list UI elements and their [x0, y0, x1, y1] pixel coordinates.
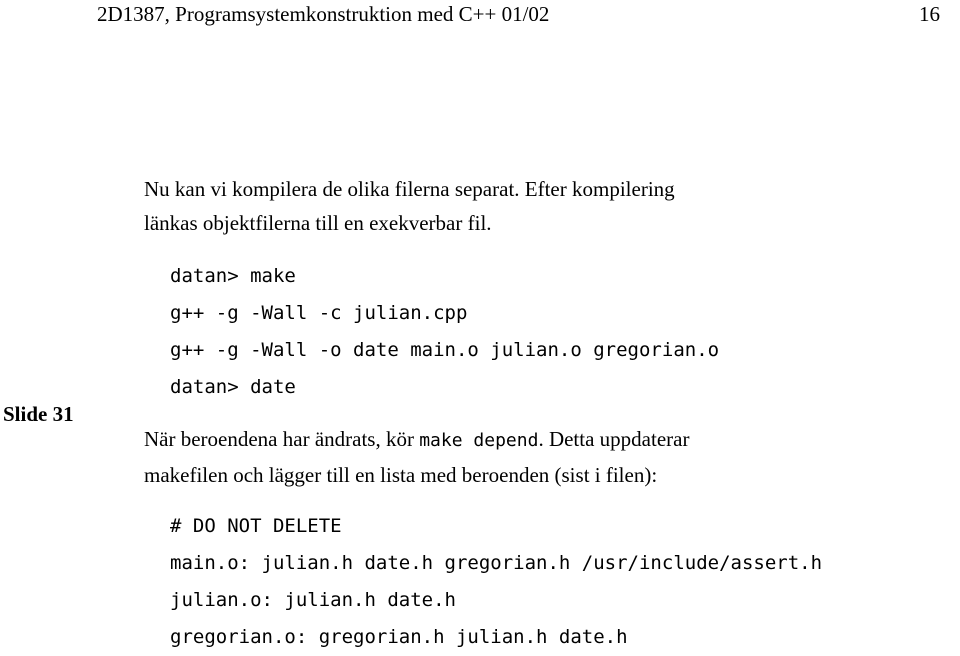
paragraph-text: . Detta uppdaterar [538, 427, 690, 451]
code-line: julian.o: julian.h date.h [170, 589, 456, 611]
code-line: gregorian.o: gregorian.h julian.h date.h [170, 626, 628, 648]
code-block-make [170, 258, 719, 406]
code-line: datan> date [170, 376, 296, 398]
paragraph-depend [144, 422, 689, 492]
course-title: 2D1387, Programsystemkonstruktion med C++ 01/02 [97, 2, 550, 26]
code-line: # DO NOT DELETE [170, 515, 342, 537]
page-number: 16 [919, 2, 940, 26]
paragraph-line: länkas objektfilerna till en exekverbar fil. [144, 211, 492, 235]
paragraph-line: makefilen och lägger till en lista med beroenden (sist i filen): [144, 463, 658, 487]
code-line: main.o: julian.h date.h gregorian.h /usr/include/assert.h [170, 552, 823, 574]
inline-code: make depend [419, 430, 539, 451]
code-line: datan> make [170, 265, 296, 287]
code-line: g++ -g -Wall -o date main.o julian.o gregorian.o [170, 339, 720, 361]
slide-label: Slide 31 [3, 402, 74, 426]
paragraph-text: När beroendena har ändrats, kör [144, 427, 420, 451]
paragraph-line [144, 422, 689, 458]
paragraph-intro [144, 172, 675, 240]
code-line: g++ -g -Wall -c julian.cpp [170, 302, 468, 324]
page-header [97, 2, 940, 32]
paragraph-line: Nu kan vi kompilera de olika filerna separat. Efter kompilering [144, 177, 675, 201]
code-block-dependencies [170, 508, 822, 656]
